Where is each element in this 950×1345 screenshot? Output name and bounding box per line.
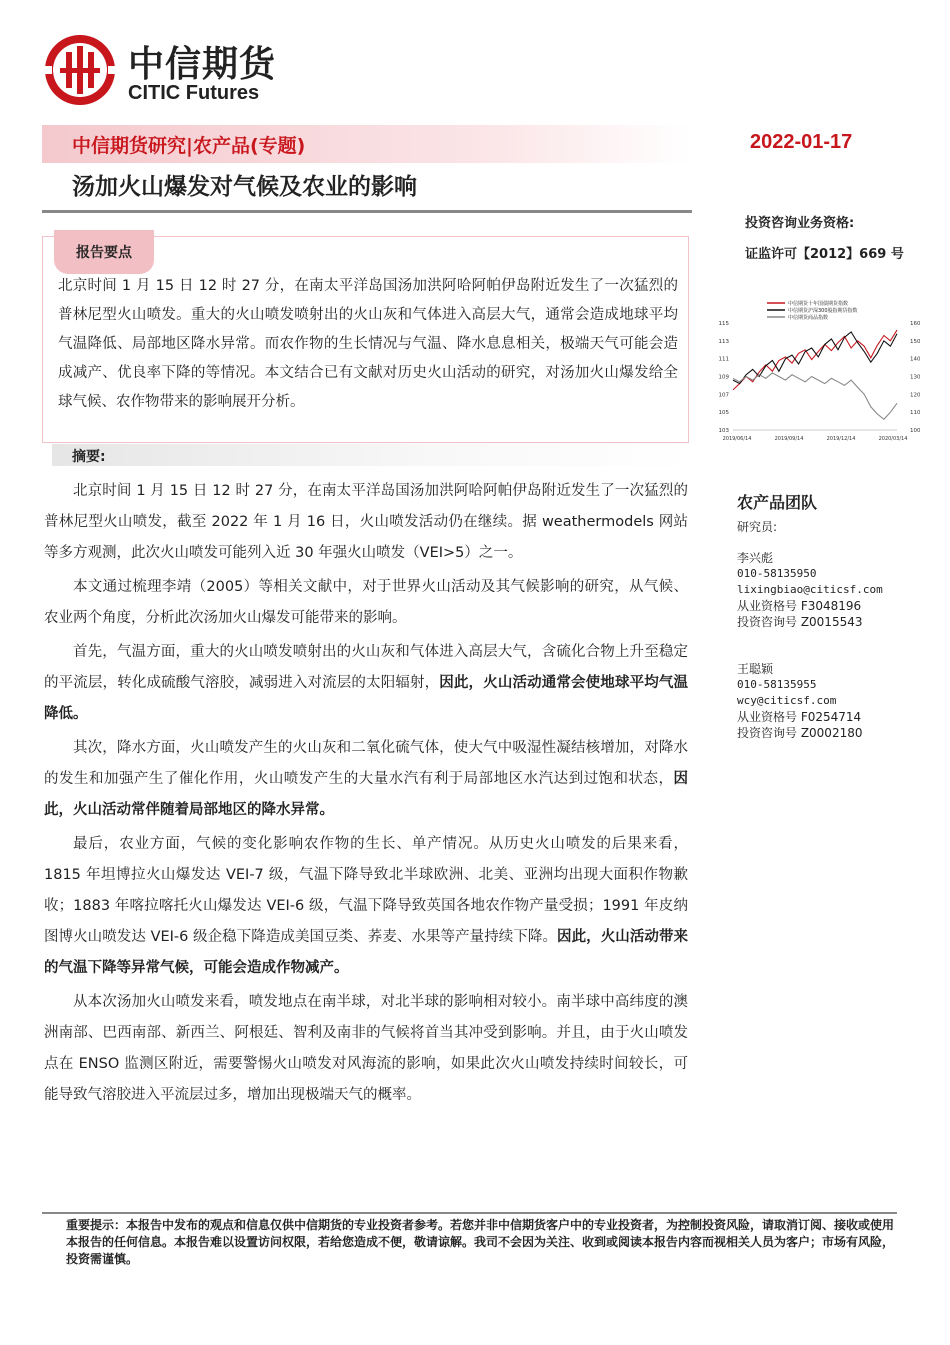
team-title: 农产品团队 [737, 493, 818, 512]
x-tick-label: 2019/09/14 [774, 436, 804, 442]
logo-chinese-name: 中信期货 [128, 44, 277, 85]
y-right-tick-label: 130 [910, 374, 920, 381]
series-line [733, 373, 897, 419]
member-phone: 010-58135950 [737, 567, 817, 580]
license-label: 投资咨询业务资格: [745, 216, 855, 231]
member-card [737, 661, 862, 741]
license-number: 证监许可【2012】669 号 [745, 247, 904, 262]
report-date: 2022-01-17 [750, 131, 853, 153]
paragraph: 其次，降水方面，火山喷发产生的火山灰和二氧化硫气体，使大气中吸湿性凝结核增加，对降水的发生和加强产生了催化作用，火山喷发产生的大量水汽有利于局部地区水汽达到过饱和状态，因此，火山活动常伴随着局部地区的降水异常。 [44, 740, 688, 818]
member-qualification: 从业资格号 F0254714 [737, 710, 862, 724]
abstract-header [52, 444, 692, 466]
y-right-tick-label: 160 [910, 321, 920, 327]
paragraph: 最后，农业方面，气候的变化影响农作物的生长、单产情况。从历史火山喷发的后果来看，1815 年坦博拉火山爆发达 VEI-7 级，气温下降导致北半球欧洲、北美、亚洲均出现大面积作物歉收；1883 年喀拉喀托火山爆发达 VEI-6 级，气温下降导致英国各地农作物产量受损；1991 年皮纳图博火山喷发达 VEI-6 级企稳下降造成美国豆类、荞麦、水果等产量持续下降。因此，火山活动带来的气温下降等异常气候，可能会造成作物减产。 [44, 836, 689, 976]
paragraph: 从本次汤加火山喷发来看，喷发地点在南半球，对北半球的影响相对较小。南半球中高纬度的澳洲南部、巴西南部、新西兰、阿根廷、智利及南非的气候将首当其冲受到影响。并且，由于火山喷发点在 ENSO 监测区附近，需要警惕火山喷发对风海流的影响，如果此次火山喷发持续时间较长，可能导致气溶胶进入平流层过多，增加出现极端天气的概率。 [44, 994, 688, 1103]
keypoints-tab [54, 230, 154, 274]
paragraph: 北京时间 1 月 15 日 12 时 27 分，在南太平洋岛国汤加洪阿哈阿帕伊岛附近发生了一次猛烈的普林尼型火山喷发，截至 2022 年 1 月 16 日，火山喷发活动仍在继续。据 weathermodels 网站等多方观测，此次火山喷发可能列入近 30 年强火山喷发（VEI>5）之一。 [44, 483, 688, 561]
y-left-tick-label: 103 [718, 428, 729, 434]
x-tick-label: 2020/03/14 [878, 436, 908, 442]
keypoints-label: 报告要点 [76, 245, 132, 261]
footer-divider [42, 1212, 897, 1214]
index-chart [705, 290, 920, 450]
legend-label: 中信期货沪深300股指期货指数 [788, 308, 858, 314]
abstract-body [44, 476, 688, 1114]
x-tick-label: 2019/06/14 [722, 436, 752, 442]
abstract-label: 摘要: [72, 449, 106, 465]
member-consult-id: 投资咨询号 Z0002180 [737, 726, 863, 740]
title-divider [42, 210, 692, 213]
member-qualification: 从业资格号 F3048196 [737, 599, 862, 613]
paragraph: 本文通过梳理李靖（2005）等相关文献中，对于世界火山活动及其气候影响的研究，从气候、农业两个角度，分析此次汤加火山爆发可能带来的影响。 [44, 579, 688, 626]
team-role: 研究员: [737, 520, 778, 534]
member-name: 李兴彪 [737, 551, 774, 565]
category-banner [42, 125, 690, 163]
chart-legend [767, 300, 858, 321]
disclaimer: 重要提示：本报告中发布的观点和信息仅供中信期货的专业投资者参考。若您并非中信期货客户中的专业投资者，为控制投资风险，请取消订阅、接收或使用本报告的任何信息。本报告难以设置访问权限，若给您造成不便，敬请谅解。我司不会因为关注、收到或阅读本报告内容而视相关人员为客户；市场有风险，投资需谨慎。 [66, 1218, 895, 1266]
member-card [737, 550, 883, 630]
y-right-tick-label: 150 [910, 338, 920, 345]
legend-label: 中信期货商品指数 [788, 315, 829, 321]
y-left-tick-label: 113 [718, 338, 729, 345]
keypoints-text: 北京时间 1 月 15 日 12 时 27 分，在南太平洋岛国汤加洪阿哈阿帕伊岛附近发生了一次猛烈的普林尼型火山喷发。重大的火山喷发喷射出的火山灰和气体进入高层大气，通常会造成地球平均气温降低、局部地区降水异常。而农作物的生长情况与气温、降水息息相关，极端天气可能会造成减产、优良率下降的等情况。本文结合已有文献对历史火山活动的研究，对汤加火山爆发给全球气候、农作物带来的影响展开分析。 [58, 278, 678, 410]
page-title: 汤加火山爆发对气候及农业的影响 [72, 174, 417, 200]
member-phone: 010-58135955 [737, 678, 817, 691]
member-consult-id: 投资咨询号 Z0015543 [737, 615, 863, 629]
y-left-tick-label: 111 [718, 356, 729, 363]
y-right-tick-label: 110 [910, 410, 920, 417]
logo [42, 32, 292, 112]
category-banner-label: 中信期货研究|农产品(专题) [72, 135, 306, 157]
y-left-tick-label: 105 [718, 410, 729, 417]
paragraph: 首先，气温方面，重大的火山喷发喷射出的火山灰和气体进入高层大气，含硫化合物上升至稳定的平流层，转化成硫酸气溶胶，减弱进入对流层的太阳辐射，因此，火山活动通常会使地球平均气温降低。 [44, 644, 688, 722]
logo-english-name: CITIC Futures [128, 82, 260, 104]
y-right-tick-label: 120 [910, 392, 920, 399]
legend-label: 中信期货十年国债期货指数 [788, 301, 849, 307]
y-right-tick-label: 140 [910, 356, 920, 363]
chart-canvas [705, 290, 920, 450]
x-tick-label: 2019/12/14 [826, 436, 856, 442]
y-left-tick-label: 115 [718, 321, 729, 327]
member-email[interactable]: lixingbiao@citicsf.com [737, 583, 883, 596]
member-email[interactable]: wcy@citicsf.com [737, 694, 837, 707]
member-name: 王聪颖 [737, 662, 774, 676]
y-right-tick-label: 100 [910, 428, 920, 434]
y-left-tick-label: 107 [718, 392, 729, 399]
citic-logo-icon [42, 32, 118, 108]
y-left-tick-label: 109 [718, 374, 729, 381]
